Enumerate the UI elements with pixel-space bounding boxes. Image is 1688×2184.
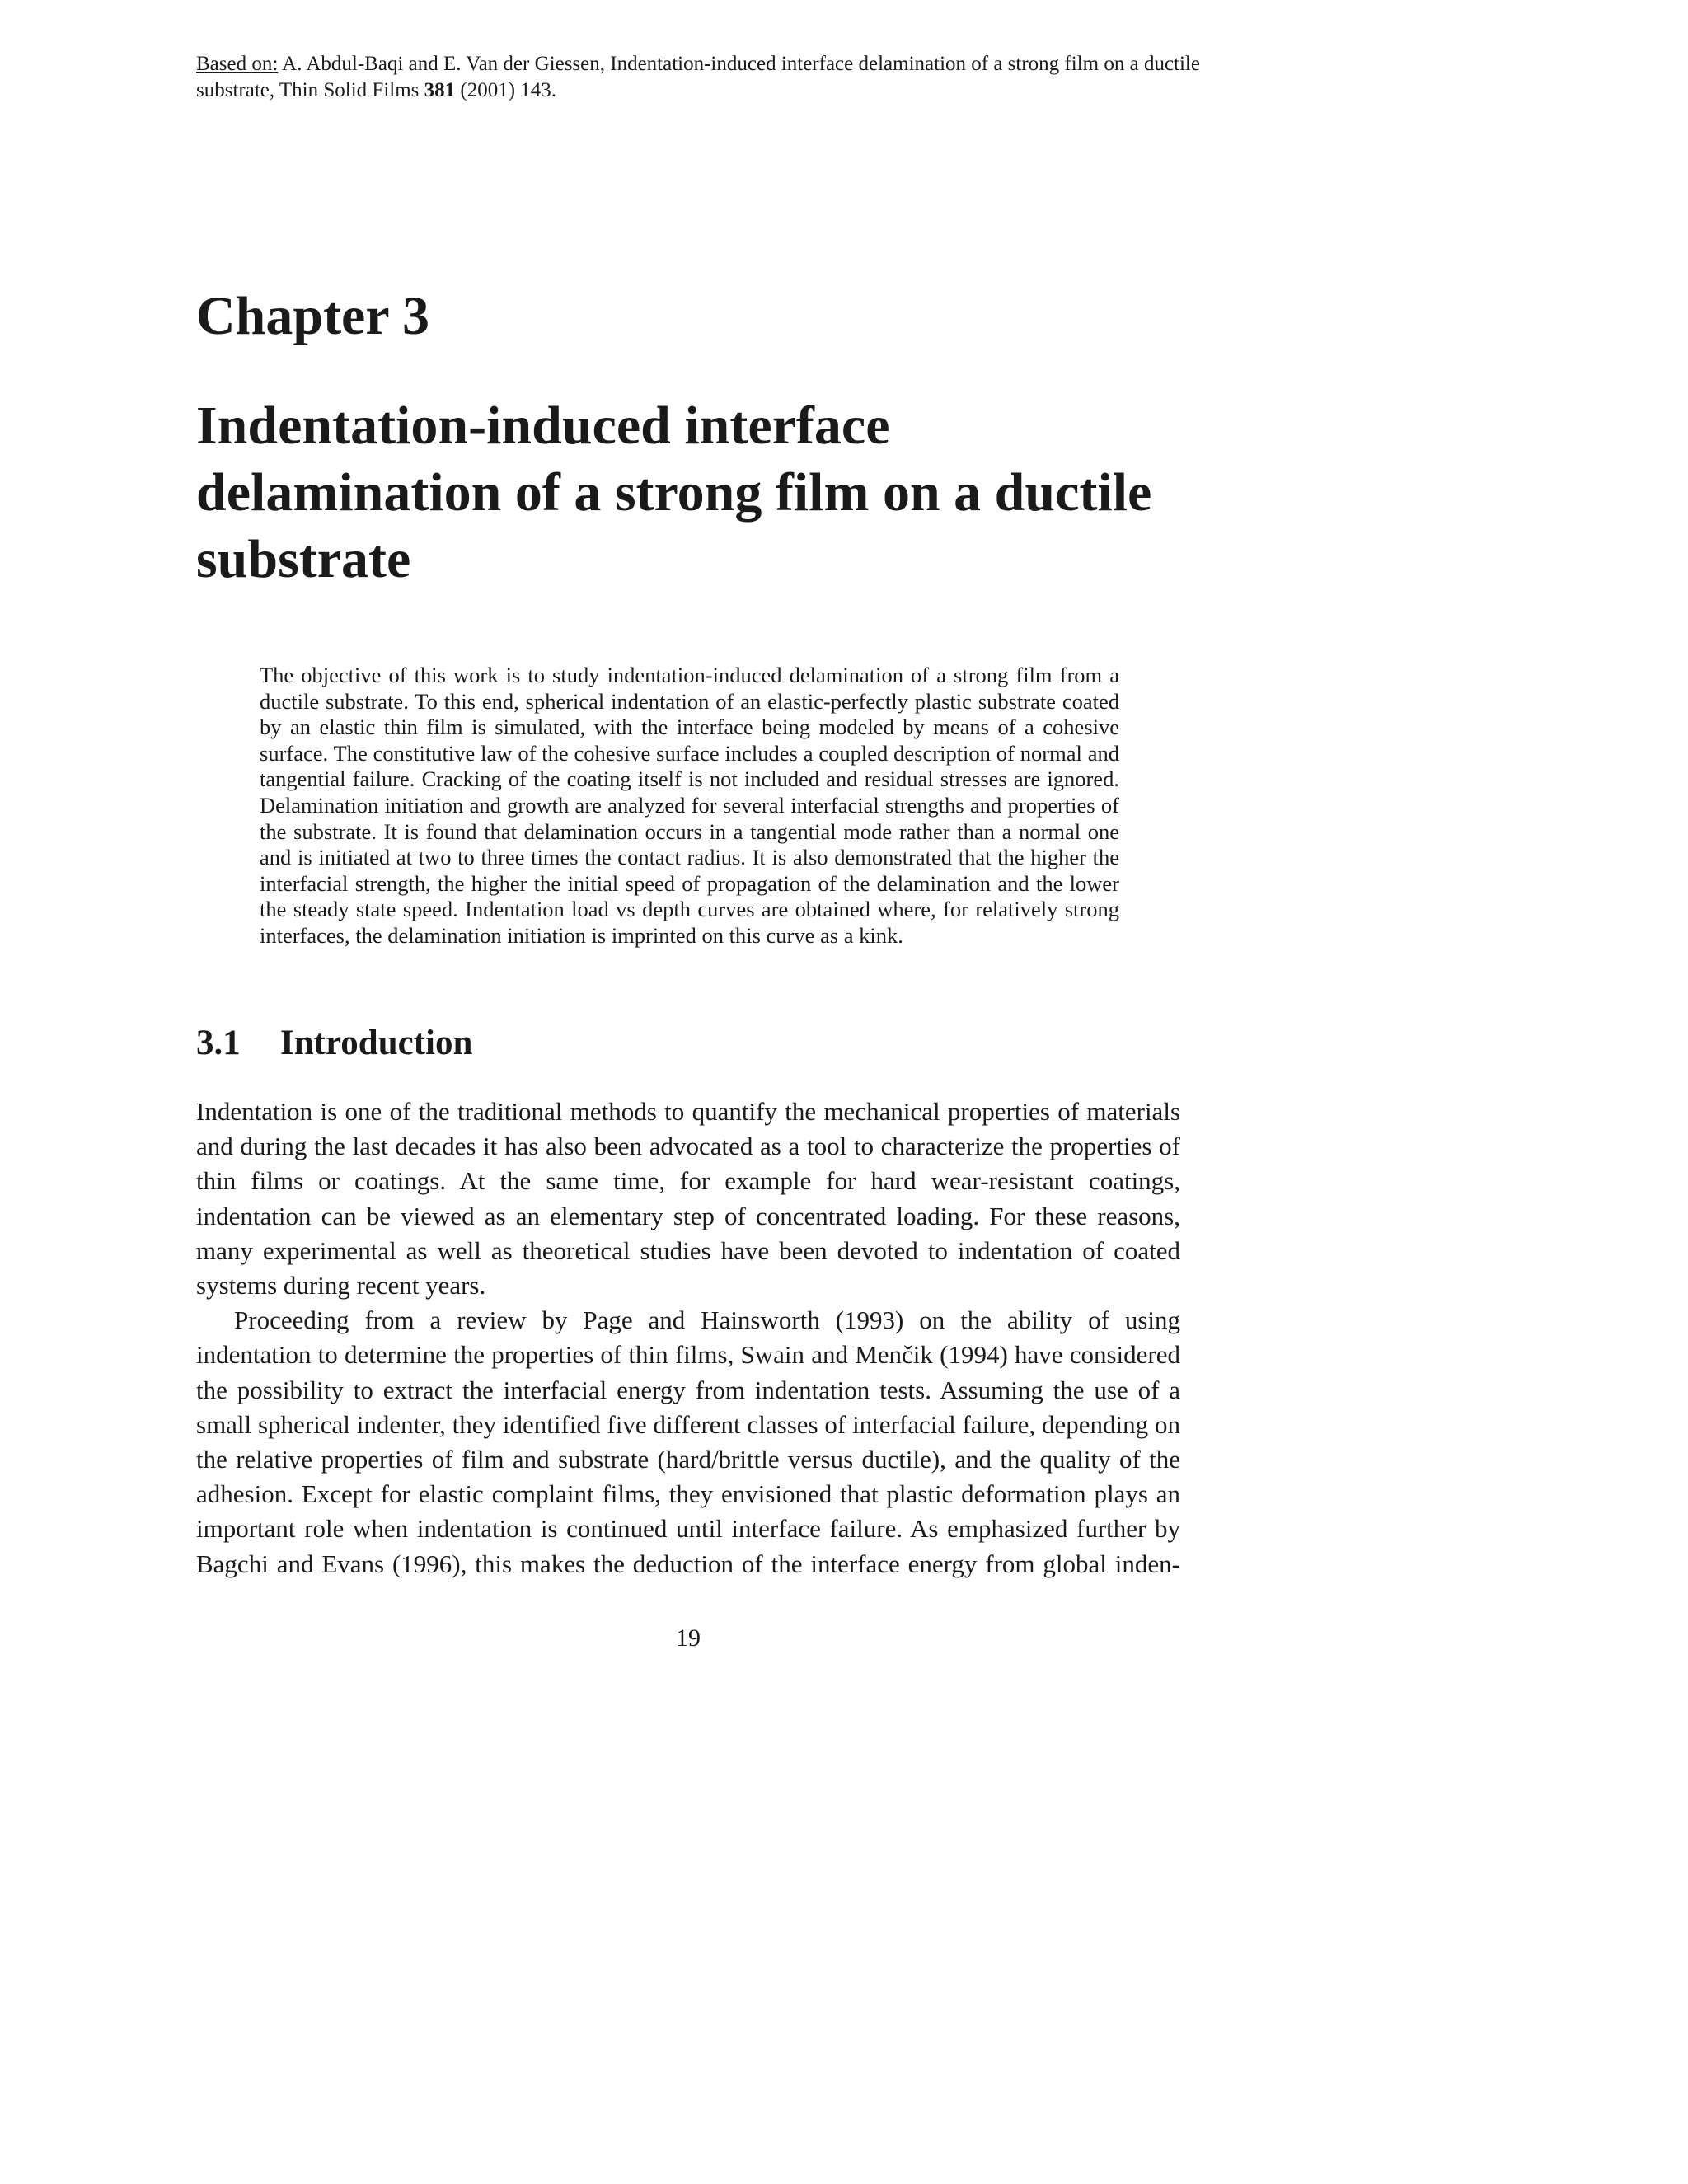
abstract: The objective of this work is to study indentation-induced delamination of a strong film from a ductile substrate. To this end, spherical indentation of an elastic-perfectly plastic substrate coated by an elastic thin film is simulated, with the interface being modeled by means of a cohesive surface. The constitutive law of the cohesive surface includes a coupled description of normal and tangential failure. Cracking of the coating itself is not included and residual stresses are ignored. Delamination initiation and growth are analyzed for several interfacial strengths and properties of the substrate. It is found that delamination occurs in a tangential mode rather than a normal one and is initiated at two to three times the contact radius. It is also demonstrated that the higher the interfacial strength, the higher the initial speed of propagation of the delamination and the lower the steady state speed. Indentation load vs depth curves are obtained where, for relatively strong interfaces, the delamination initiation is imprinted on this curve as a kink.	[260, 663, 1119, 948]
based-on-label: Based on:	[196, 53, 279, 75]
source-citation	[196, 51, 1218, 104]
body-text	[196, 1094, 1180, 1582]
citation-year-pages: (2001) 143.	[455, 79, 557, 101]
section-number: 3.1	[196, 1024, 241, 1062]
citation-volume: 381	[424, 79, 456, 101]
chapter-title-line: Indentation-induced interface	[196, 396, 890, 456]
chapter-label: Chapter 3	[196, 286, 429, 346]
paragraph: Proceeding from a review by Page and Hainsworth (1993) on the ability of using indentation to determine the properties of thin films, Swain and Menčik (1994) have considered the possibility to extract the interfacial energy from indentation tests. Assuming the use of a small spherical indenter, they identified five different classes of interfacial failure, depending on the relative properties of film and substrate (hard/brittle versus ductile), and the quality of the adhesion. Except for elastic complaint films, they envisioned that plastic deformation plays an important role when indentation is continued until interface failure. As emphasized further by Bagchi and Evans (1996), this makes the deduction of the interface energy from global inden-	[196, 1305, 1180, 1578]
chapter-title-line: delamination of a strong film on a ductile	[196, 462, 1152, 523]
section-heading	[196, 1019, 472, 1068]
page-number: 19	[676, 1624, 701, 1652]
citation-text: A. Abdul-Baqi and E. Van der Giessen, Indentation-induced interface delamination of a strong film on a ductile substrate, Thin Solid Films	[196, 53, 1200, 101]
chapter-title	[196, 392, 1235, 593]
chapter-title-line: substrate	[196, 529, 411, 589]
paragraph: Indentation is one of the traditional methods to quantify the mechanical properties of materials and during the last decades it has also been advocated as a tool to characterize the properties of thin films or coatings. At the same time, for example for hard wear-resistant coatings, indentation can be viewed as an elementary step of concentrated loading. For these reasons, many experimental as well as theoretical studies have been devoted to indentation of coated systems during recent years.	[196, 1097, 1180, 1301]
section-title: Introduction	[280, 1024, 473, 1062]
